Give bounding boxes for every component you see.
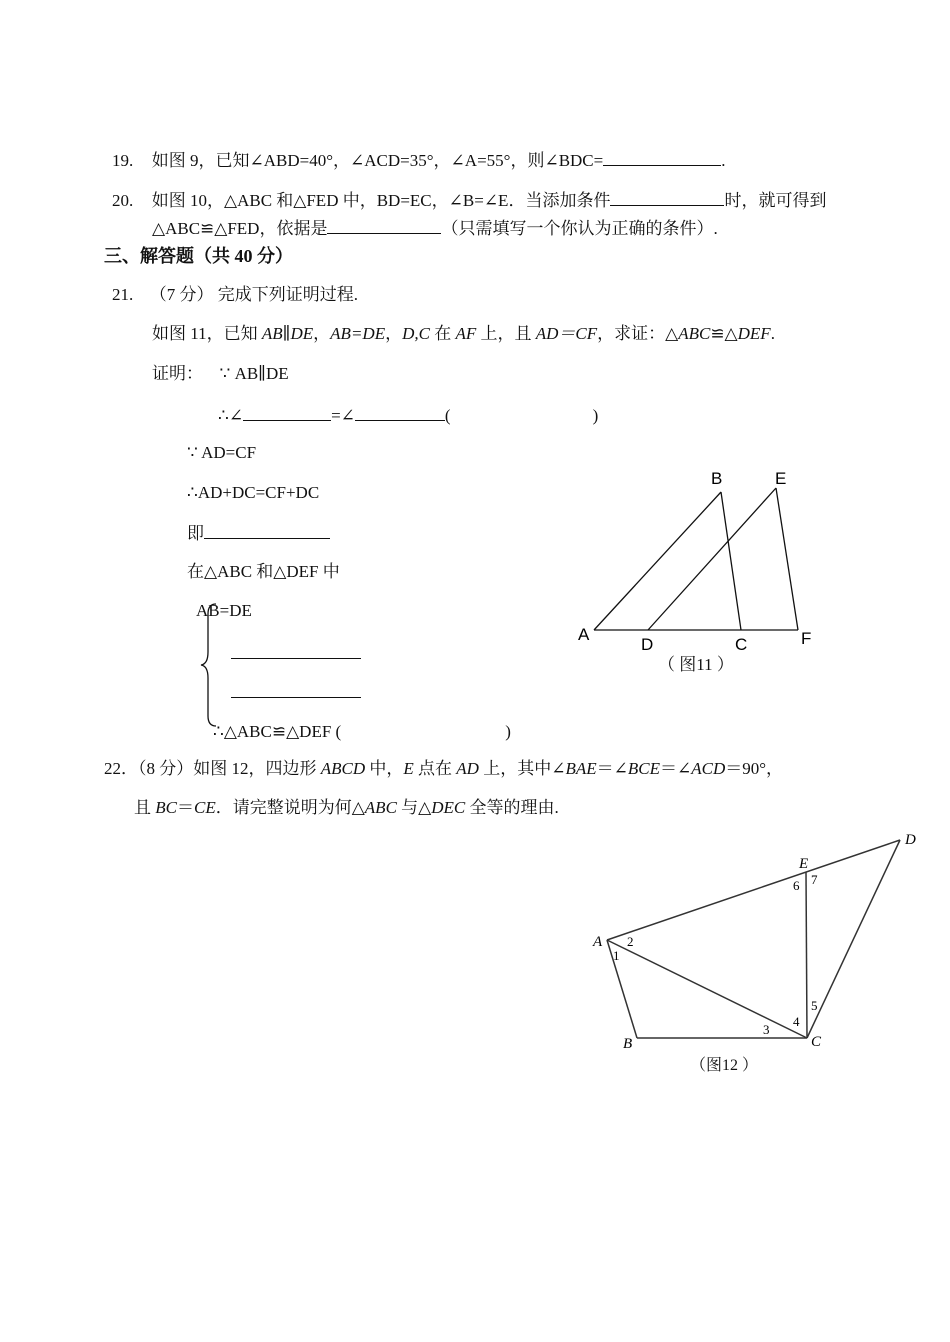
q22-var: CE — [193, 798, 216, 817]
q22-text: ＝∠ — [596, 759, 628, 778]
fig12-label-c: C — [811, 1034, 822, 1050]
angle-blank-2[interactable] — [355, 403, 445, 421]
q21-in-triangles: 在△ABC 和△DEF 中 — [187, 562, 340, 581]
fig12-label-d: D — [905, 832, 916, 848]
q22-line1 — [104, 758, 783, 780]
line-ec — [806, 872, 807, 1038]
q20-line1 — [112, 188, 826, 212]
q21-stmt-text: ， — [385, 324, 403, 343]
fig11-label-d: D — [641, 635, 654, 654]
q19-number: 19. — [112, 151, 134, 170]
fig12-label-e: E — [799, 856, 809, 872]
q22-var: BCE — [627, 759, 660, 778]
q20-text-2-end: （只需填写一个你认为正确的条件）. — [441, 219, 718, 238]
q21-stmt-var: D,C — [402, 324, 430, 343]
q20-line2 — [152, 216, 718, 240]
angle-blank-1[interactable] — [243, 403, 331, 421]
q21-stmt-var: AB=DE — [330, 324, 386, 343]
q21-proof-given2: ∵ AD=CF — [187, 443, 257, 462]
q21-stmt-text: ， — [313, 324, 331, 343]
fig12-label-b: B — [623, 1036, 633, 1052]
fig11-label-b: B — [711, 469, 723, 488]
q21-conclusion — [213, 719, 511, 743]
line-bc — [721, 492, 741, 630]
fig11-caption: （ 图11 ） — [658, 655, 734, 674]
line-ac — [607, 940, 807, 1038]
q20-text-2: △ABC≌△FED，依据是 — [152, 219, 328, 238]
reason-open-paren: ( — [444, 406, 451, 425]
q22-var: ABC — [364, 798, 397, 817]
q21-stmt-var: AF — [455, 324, 477, 343]
q21-stmt-var: AD＝CF — [535, 324, 598, 343]
q20-number: 20. — [112, 191, 134, 210]
q22-text: 上，其中∠ — [478, 759, 566, 778]
q20-basis-blank[interactable] — [327, 216, 441, 234]
q22-var: ACD — [691, 759, 726, 778]
q21-stmt-var: DEF — [737, 324, 771, 343]
q22-text: （8 分）如图 12，四边形 — [138, 759, 321, 778]
q22-text: 全等的理由. — [465, 798, 559, 817]
fig11-label-f: F — [801, 629, 812, 648]
q21-statement — [152, 323, 775, 345]
q21-stmt-text: . — [770, 324, 775, 343]
line-ad — [607, 840, 900, 940]
fig12-angle-5: 5 — [811, 998, 818, 1013]
conclusion-text: ∴△ABC≌△DEF ( — [213, 722, 342, 741]
condition-blank-3[interactable] — [231, 680, 361, 698]
q22-text: ＝∠ — [659, 759, 692, 778]
condition-blank-2[interactable] — [231, 641, 361, 659]
proof-label: 证明： — [152, 364, 203, 383]
fig12-angle-4: 4 — [793, 1014, 800, 1029]
q22-var: AD — [456, 759, 479, 778]
q21-cond-ab-de: AB=DE — [196, 601, 252, 620]
fig11-label-a: A — [578, 625, 590, 644]
q21-stmt-text: ，求证：△ — [597, 324, 679, 343]
q22-text: ＝ — [176, 798, 194, 817]
section-3-title: 三、解答题（共 40 分） — [104, 246, 293, 266]
fig12-angle-7: 7 — [811, 872, 818, 887]
q20-text-1-end: 时，就可得到 — [724, 191, 827, 210]
q19-end: . — [721, 151, 726, 170]
q19 — [112, 148, 726, 172]
q21-number: 21. — [112, 285, 134, 304]
fig11-label-c: C — [735, 635, 748, 654]
q21-stmt-text: 在 — [429, 324, 456, 343]
q21-stmt-var: ABC — [678, 324, 711, 343]
fig12-caption: （图12 ） — [690, 1057, 759, 1074]
q22-var: ABCD — [320, 759, 366, 778]
q21-proof-given1 — [152, 363, 289, 385]
q22-number: 22． — [104, 759, 138, 778]
q22-var: BC — [155, 798, 177, 817]
q19-text: 如图 9，已知∠ABD=40°，∠ACD=35°，∠A=55°，则∠BDC= — [151, 151, 604, 170]
q22-var: BAE — [565, 759, 597, 778]
fig12-angle-2: 2 — [627, 934, 634, 949]
q22-text: ＝90°， — [725, 759, 784, 778]
proof-given-parallel: ∵ AB∥DE — [219, 364, 289, 383]
q21-stmt-var: AB∥DE — [261, 324, 314, 343]
line-de — [648, 488, 776, 630]
q22-var: DEC — [431, 798, 466, 817]
q21-proof-therefore2: ∴AD+DC=CF+DC — [187, 483, 320, 502]
conclusion-close-paren: ) — [505, 722, 511, 741]
figure-12 — [585, 826, 935, 1056]
q19-answer-blank[interactable] — [603, 148, 721, 166]
figure-11 — [570, 460, 830, 680]
q22-text: 且 — [134, 798, 156, 817]
q21-stmt-text: 上，且 — [476, 324, 536, 343]
q21-stmt-text: ≌△ — [710, 324, 738, 343]
fig12-angle-1: 1 — [613, 948, 620, 963]
q21-cond-blank-row-2 — [231, 641, 361, 665]
fig11-label-e: E — [775, 469, 787, 488]
therefore-angle-text: ∴∠ — [218, 406, 244, 425]
line-ab — [607, 940, 637, 1038]
line-dc — [807, 840, 900, 1038]
q20-text-1: 如图 10，△ABC 和△FED 中，BD=EC，∠B=∠E．当添加条件 — [151, 191, 611, 210]
fig12-angle-3: 3 — [763, 1022, 770, 1037]
q21-header-text: （7 分） 完成下列证明过程. — [149, 285, 358, 304]
ji-text: 即 — [187, 524, 204, 543]
q22-text: 点在 — [413, 759, 457, 778]
reason-close-paren: ) — [592, 406, 599, 425]
fig12-angle-6: 6 — [793, 878, 800, 893]
q21-stmt-text: 如图 11，已知 — [152, 324, 262, 343]
equals-angle-text: =∠ — [331, 406, 355, 425]
reason-blank-1[interactable] — [451, 403, 593, 421]
line-ef — [776, 488, 798, 630]
conclusion-reason-blank[interactable] — [341, 719, 505, 737]
q22-text: 与△ — [396, 798, 432, 817]
q22-text: 中， — [365, 759, 404, 778]
q22-line2 — [134, 797, 559, 819]
q22-text: ．请完整说明为何△ — [215, 798, 365, 817]
q22-var: E — [403, 759, 414, 778]
line-ab — [594, 492, 721, 630]
segment-equality-blank[interactable] — [204, 521, 330, 539]
q21-proof-ji — [187, 521, 330, 545]
q21-header — [112, 284, 358, 306]
fig12-label-a: A — [593, 934, 603, 950]
q21-proof-therefore1 — [218, 403, 598, 427]
q20-condition-blank[interactable] — [610, 188, 724, 206]
q21-cond-blank-row-3 — [231, 680, 361, 704]
